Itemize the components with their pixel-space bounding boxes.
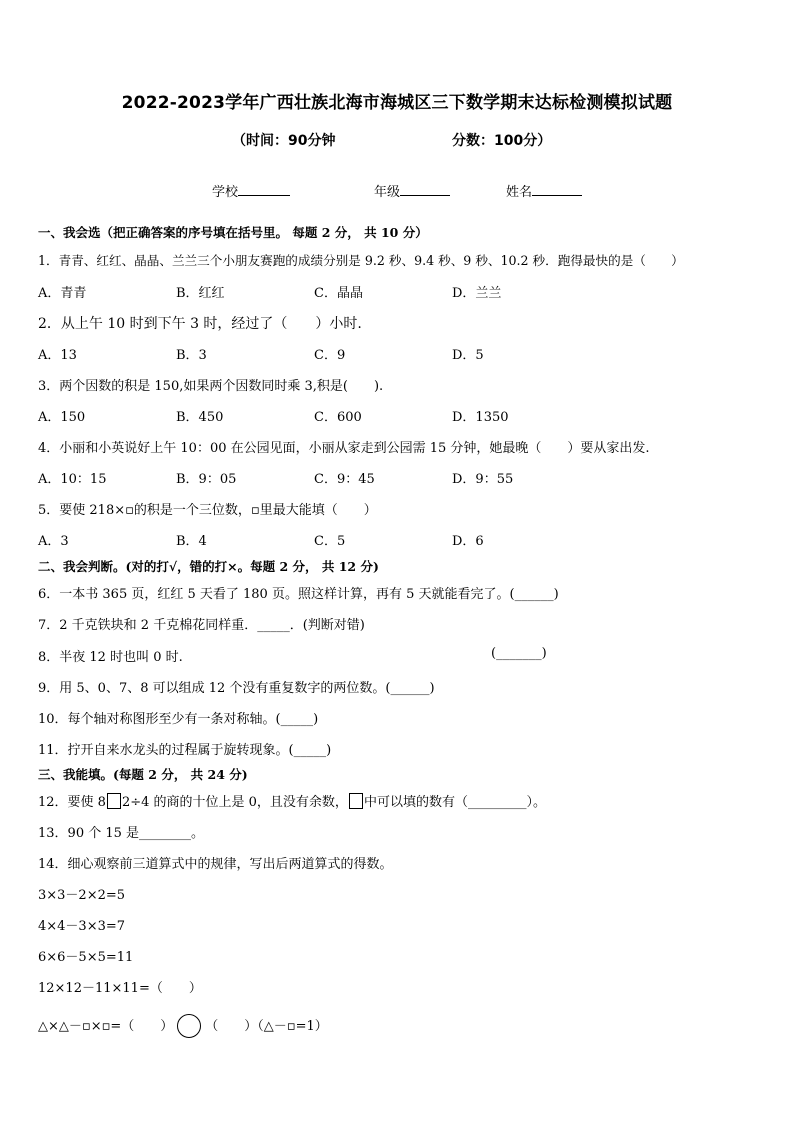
- question-8: 8．半夜 12 时也叫 0 时.: [38, 650, 183, 665]
- q12-box-1[interactable]: [107, 793, 121, 809]
- q14-equation-2: 4×4－3×3=7: [38, 919, 126, 934]
- q5-option-b[interactable]: B．4: [176, 534, 207, 549]
- question-3: 3．两个因数的积是 150,如果两个因数同时乘 3,积是( ).: [38, 379, 384, 394]
- name-blank[interactable]: [532, 183, 582, 196]
- school-label: 学校: [212, 185, 239, 200]
- q14-equation-3: 6×6－5×5=11: [38, 950, 134, 965]
- q3-option-a[interactable]: A．150: [38, 410, 86, 425]
- q12-text-a: 12．要使 8: [38, 795, 106, 810]
- q4-option-a[interactable]: A．10：15: [38, 472, 107, 487]
- section-3-heading: 三、我能填。(每题 2 分， 共 24 分): [38, 767, 248, 782]
- q4-option-c[interactable]: C．9：45: [314, 472, 375, 487]
- question-11: 11．拧开自来水龙头的过程属于旋转现象。(_____): [38, 743, 332, 758]
- q14-eq5-part-a: △×△－▫×▫=（ ）: [38, 1019, 174, 1034]
- q14-equation-1: 3×3－2×2=5: [38, 888, 126, 903]
- q1-option-a[interactable]: A．青青: [38, 286, 87, 301]
- q2-option-d[interactable]: D．5: [452, 348, 484, 363]
- question-4: 4．小丽和小英说好上午 10：00 在公园见面，小丽从家走到公园需 15 分钟，她最晚（ ）要从家出发.: [38, 441, 650, 456]
- grade-label: 年级: [374, 185, 401, 200]
- question-1: 1．青青、红红、晶晶、兰兰三个小朋友赛跑的成绩分别是 9.2 秒、9.4 秒、9 秒、10.2 秒．跑得最快的是（ ）: [38, 253, 684, 268]
- q2-option-a[interactable]: A．13: [38, 348, 77, 363]
- exam-title: 2022-2023学年广西壮族北海市海城区三下数学期末达标检测模拟试题: [121, 93, 673, 113]
- q14-equation-4: 12×12－11×11=（ ）: [38, 981, 202, 996]
- question-5: 5．要使 218×▫的积是一个三位数，▫里最大能填（ ）: [38, 503, 377, 518]
- question-13: 13．90 个 15 是________。: [38, 826, 205, 841]
- section-1-heading: 一、我会选（把正确答案的序号填在括号里。 每题 2 分， 共 10 分）: [38, 225, 428, 240]
- q4-option-d[interactable]: D．9：55: [452, 472, 514, 487]
- q1-option-b[interactable]: B．红红: [176, 286, 225, 301]
- question-14: 14．细心观察前三道算式中的规律，写出后两道算式的得数。: [38, 857, 393, 872]
- q1-option-d[interactable]: D．兰兰: [452, 286, 502, 301]
- q5-option-c[interactable]: C．5: [314, 534, 346, 549]
- q5-option-d[interactable]: D．6: [452, 534, 484, 549]
- question-9: 9．用 5、0、7、8 可以组成 12 个没有重复数字的两位数。(______): [38, 681, 435, 696]
- q12-text-c: 中可以填的数有（_________）。: [363, 795, 546, 810]
- q2-option-b[interactable]: B．3: [176, 348, 207, 363]
- q5-option-a[interactable]: A．3: [38, 534, 69, 549]
- section-2-heading: 二、我会判断。(对的打√，错的打×。每题 2 分， 共 12 分): [38, 559, 379, 574]
- exam-score: 分数：100分）: [452, 133, 552, 149]
- q8-answer-blank[interactable]: (_______): [491, 646, 547, 661]
- name-field[interactable]: [506, 181, 582, 200]
- q4-option-b[interactable]: B．9：05: [176, 472, 237, 487]
- school-blank[interactable]: [238, 183, 290, 196]
- grade-field[interactable]: [374, 181, 450, 200]
- exam-time: （时间：90分钟: [232, 133, 336, 149]
- q3-option-c[interactable]: C．600: [314, 410, 362, 425]
- q2-option-c[interactable]: C．9: [314, 348, 346, 363]
- q12-box-2[interactable]: [349, 793, 363, 809]
- q3-option-d[interactable]: D．1350: [452, 410, 509, 425]
- question-2: 2．从上午 10 时到下午 3 时，经过了（ ）小时.: [38, 316, 362, 332]
- question-7: 7．2 千克铁块和 2 千克棉花同样重．_____．(判断对错): [38, 618, 365, 633]
- q12-text-b: 2÷4 的商的十位上是 0，且没有余数，: [121, 795, 348, 810]
- school-field[interactable]: [212, 181, 290, 200]
- name-label: 姓名: [506, 185, 533, 200]
- q14-eq5-part-b: （ ）（△－▫=1）: [205, 1019, 328, 1034]
- q3-option-b[interactable]: B．450: [176, 410, 224, 425]
- q14-equation-5: [38, 1014, 328, 1038]
- question-10: 10．每个轴对称图形至少有一条对称轴。(_____): [38, 712, 319, 727]
- grade-blank[interactable]: [400, 183, 450, 196]
- question-12: [38, 791, 546, 810]
- q1-option-c[interactable]: C．晶晶: [314, 286, 363, 301]
- question-6: 6．一本书 365 页，红红 5 天看了 180 页。照这样计算，再有 5 天就能看完了。(______): [38, 587, 559, 602]
- q14-compare-circle[interactable]: [177, 1014, 201, 1038]
